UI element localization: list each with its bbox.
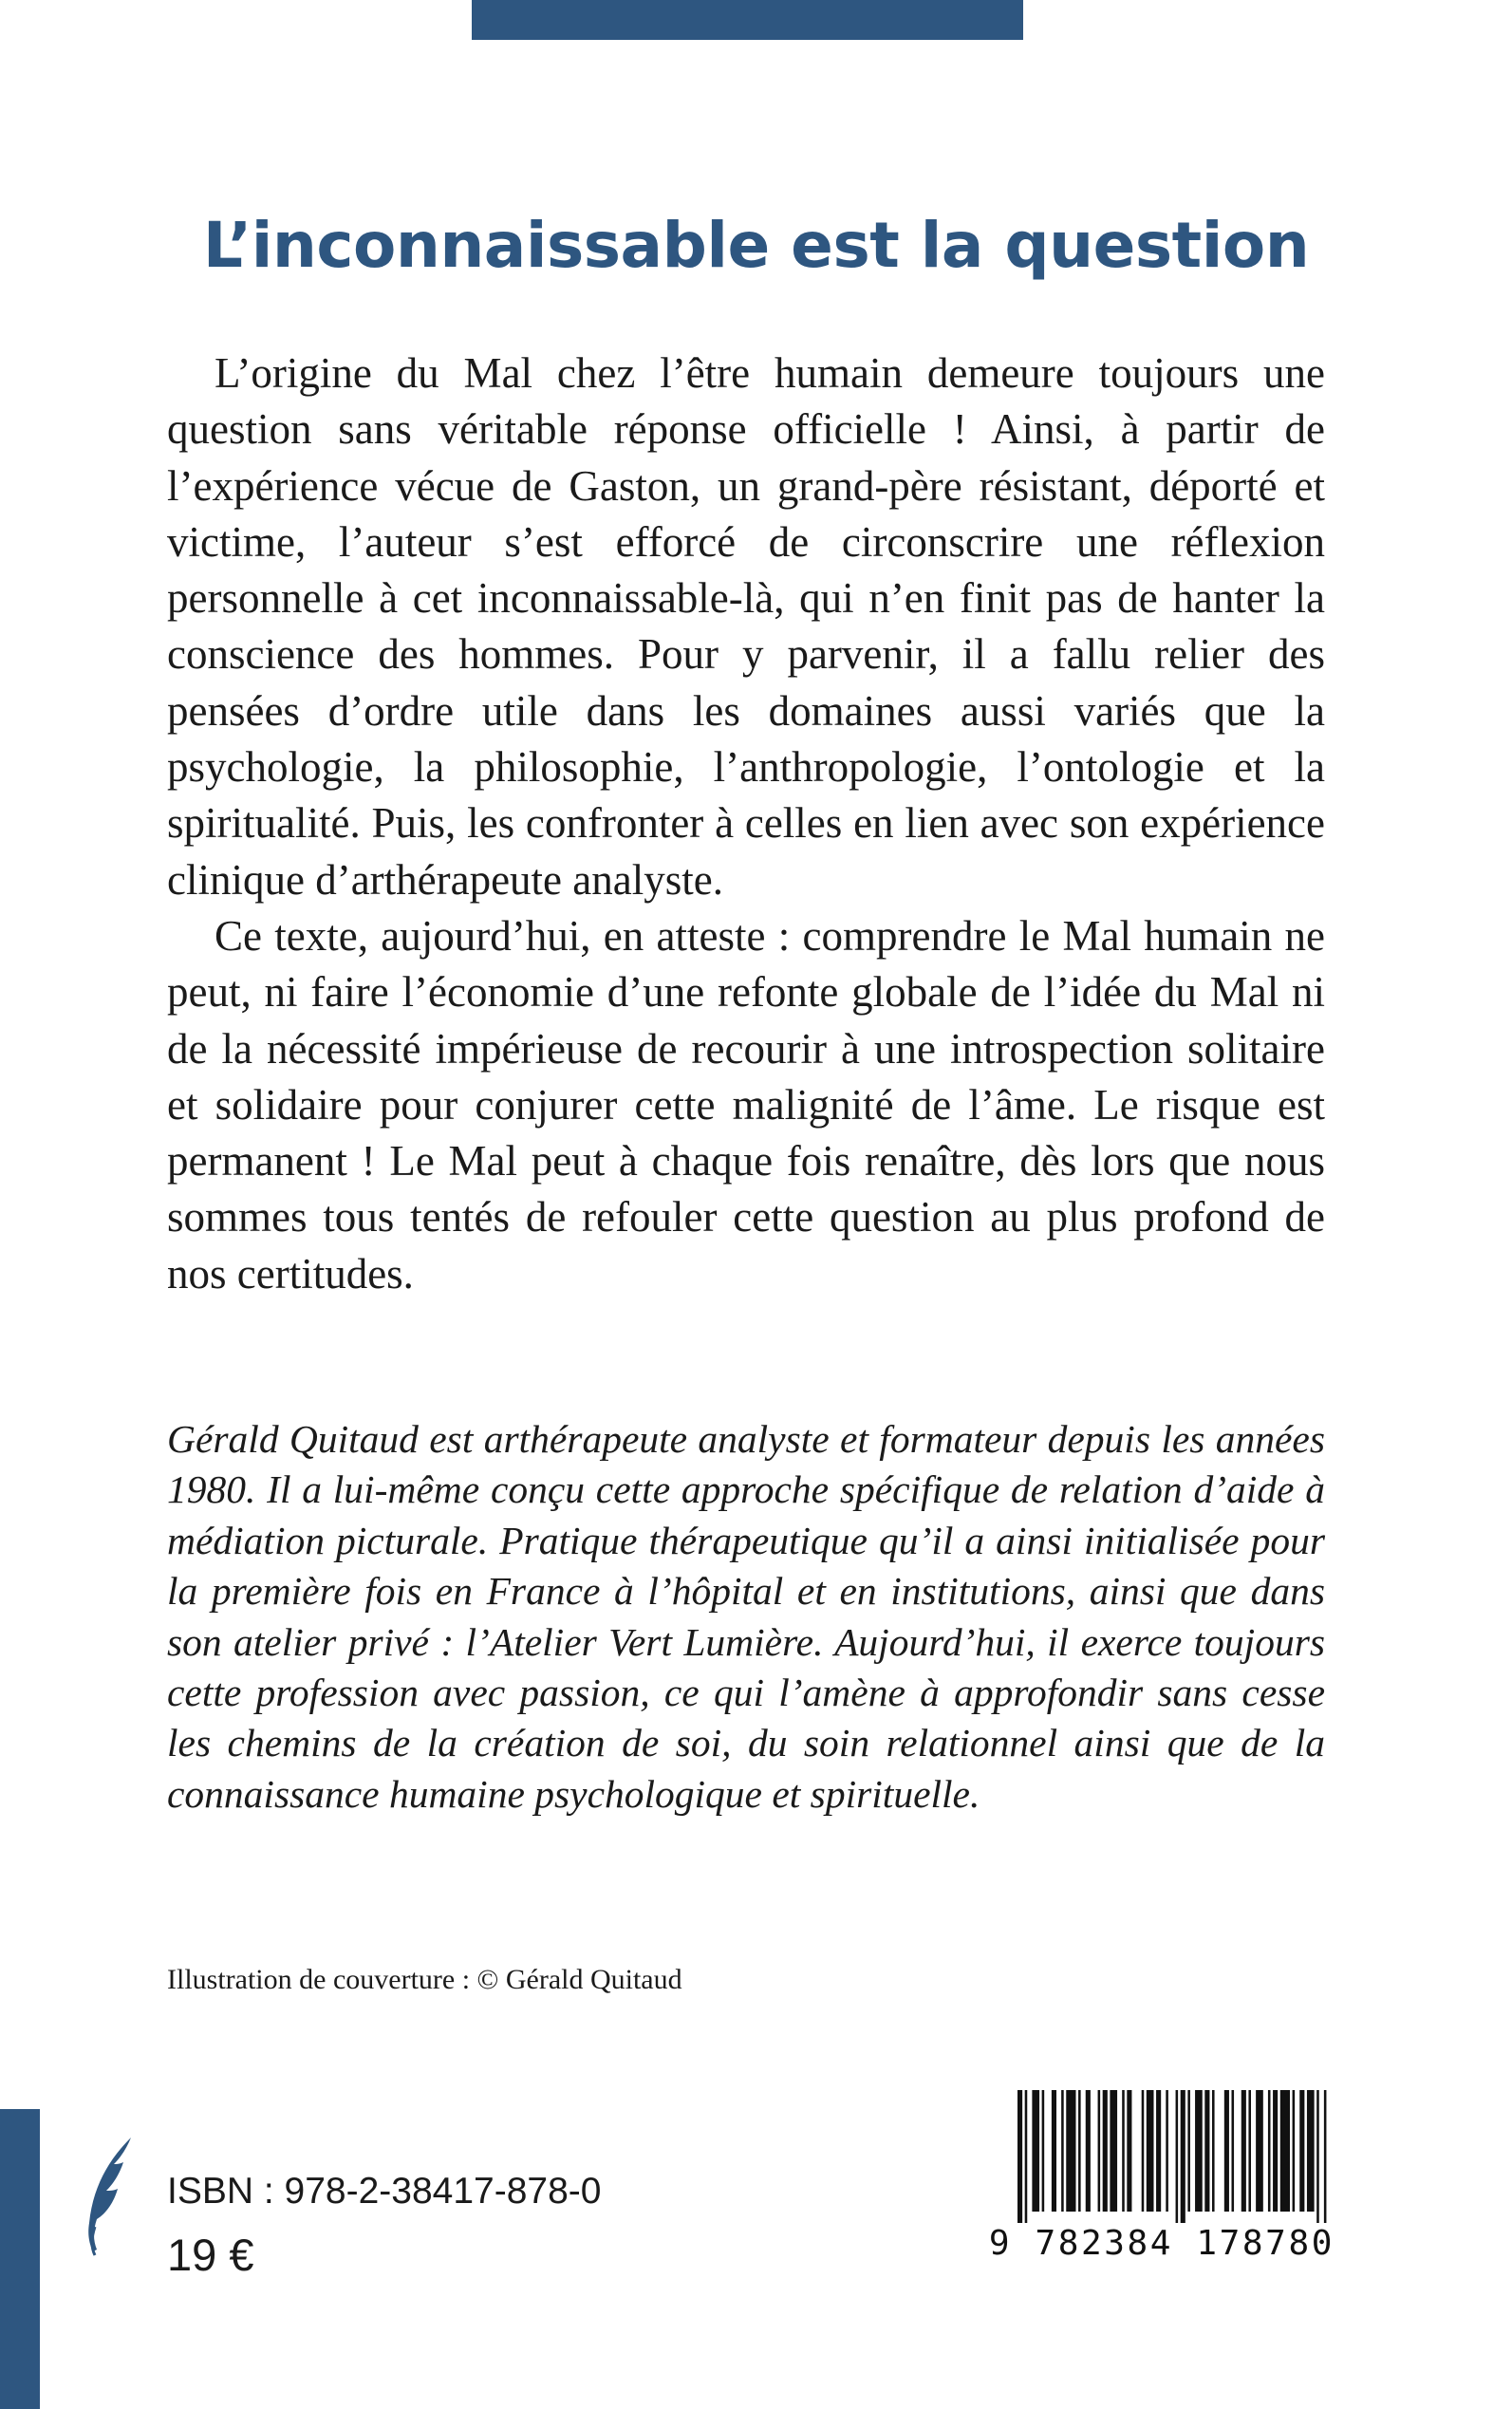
barcode-digits: 9 782384 178780 (988, 2224, 1335, 2263)
barcode-bar (1042, 2090, 1045, 2212)
barcode-bar (1176, 2090, 1179, 2223)
barcode-bar (1248, 2090, 1251, 2212)
book-price: 19 € (167, 2230, 254, 2280)
barcode-bar (1103, 2090, 1108, 2212)
top-accent-bar (472, 0, 1023, 40)
barcode-bar (1324, 2090, 1327, 2223)
book-summary (167, 345, 1325, 1302)
barcode-bar (1280, 2090, 1290, 2212)
cover-credit: Illustration de couverture : © Gérald Quitaud (167, 1964, 682, 1995)
barcode-bars (1017, 2090, 1329, 2223)
barcode-bar (1316, 2090, 1319, 2223)
barcode-bar (1195, 2090, 1203, 2212)
barcode-bar (1187, 2090, 1190, 2212)
barcode-bar (1025, 2090, 1028, 2223)
isbn-number: ISBN : 978-2-38417-878-0 (167, 2171, 602, 2212)
barcode-bar (1086, 2090, 1091, 2212)
barcode-bar (1156, 2090, 1161, 2212)
barcode-bar (1166, 2090, 1168, 2212)
barcode-bar (1181, 2090, 1185, 2223)
barcode-bar (1268, 2090, 1271, 2212)
barcode-bar (1273, 2090, 1278, 2212)
barcode-bar (1032, 2090, 1039, 2212)
barcode-bar (1241, 2090, 1246, 2212)
barcode-bar (1066, 2090, 1075, 2212)
barcode-bar (1122, 2090, 1125, 2212)
barcode-bar (1293, 2090, 1296, 2212)
book-title: L’inconnaissable est la question (202, 209, 1310, 282)
barcode-bar (1061, 2090, 1064, 2212)
barcode-bar (1052, 2090, 1056, 2212)
barcode-bar (1127, 2090, 1131, 2212)
barcode-bar (1110, 2090, 1117, 2212)
summary-paragraph-2: Ce texte, aujourd’hui, en atteste : comprendre le Mal humain ne peut, ni faire l’économie d’une refonte globale de l’idée du Mal ni de la nécessité impérieuse de recourir à une introspection solitaire et solidaire pour conjurer cette malignité de l’âme. Le risque est permanent ! Le Mal peut à chaque fois renaître, dès lors que nous sommes tous tentés de refouler cette question au plus profond de nos certitudes. (167, 911, 1325, 1298)
barcode-bar (1017, 2090, 1022, 2223)
barcode-bar (1299, 2090, 1304, 2212)
barcode-bar (1224, 2090, 1229, 2212)
spine-accent-strip (0, 2109, 40, 2409)
author-bio: Gérald Quitaud est arthérapeute analyste et formateur depuis les années 1980. Il a lui-même conçu cette approche spécifique de relation d’aide à médiation picturale. Pratique thérapeutique qu’il a ainsi initialisée pour la première fois en France à l’hôpital et en institutions, ainsi que dans son atelier privé : l’Atelier Vert Lumière. Aujourd’hui, il exerce toujours cette profession avec passion, ce qui l’amène à approfondir sans cesse les chemins de la création de soi, du soin relationnel ainsi que de la connaissance humaine psychologique et spirituelle. (167, 1417, 1325, 1816)
barcode-bar (1232, 2090, 1235, 2212)
barcode-bar (1204, 2090, 1209, 2212)
barcode-bar (1078, 2090, 1081, 2212)
barcode-bar (1212, 2090, 1215, 2212)
barcode-bar (1256, 2090, 1263, 2212)
isbn-barcode (968, 2067, 1335, 2295)
barcode-bar (1307, 2090, 1315, 2212)
feather-quill-icon (82, 2136, 139, 2259)
barcode-bar (1098, 2090, 1101, 2212)
barcode-bar (1142, 2090, 1145, 2212)
summary-paragraph-1: L’origine du Mal chez l’être humain demeure toujours une question sans véritable réponse officielle ! Ainsi, à partir de l’expérience vécue de Gaston, un grand-père résistant, déporté et victime, l’auteur s’est efforcé de circonscrire une réflexion personnelle à cet inconnaissable-là, qui n’en finit pas de hanter la conscience des hommes. Pour y parvenir, il a fallu relier des pensées d’ordre utile dans les domaines aussi variés que la psychologie, la philosophie, l’anthropologie, l’ontologie et la spiritualité. Puis, les confronter à celles en lien avec son expérience clinique d’arthérapeute analyste. (167, 349, 1325, 904)
barcode-bar (1147, 2090, 1154, 2212)
